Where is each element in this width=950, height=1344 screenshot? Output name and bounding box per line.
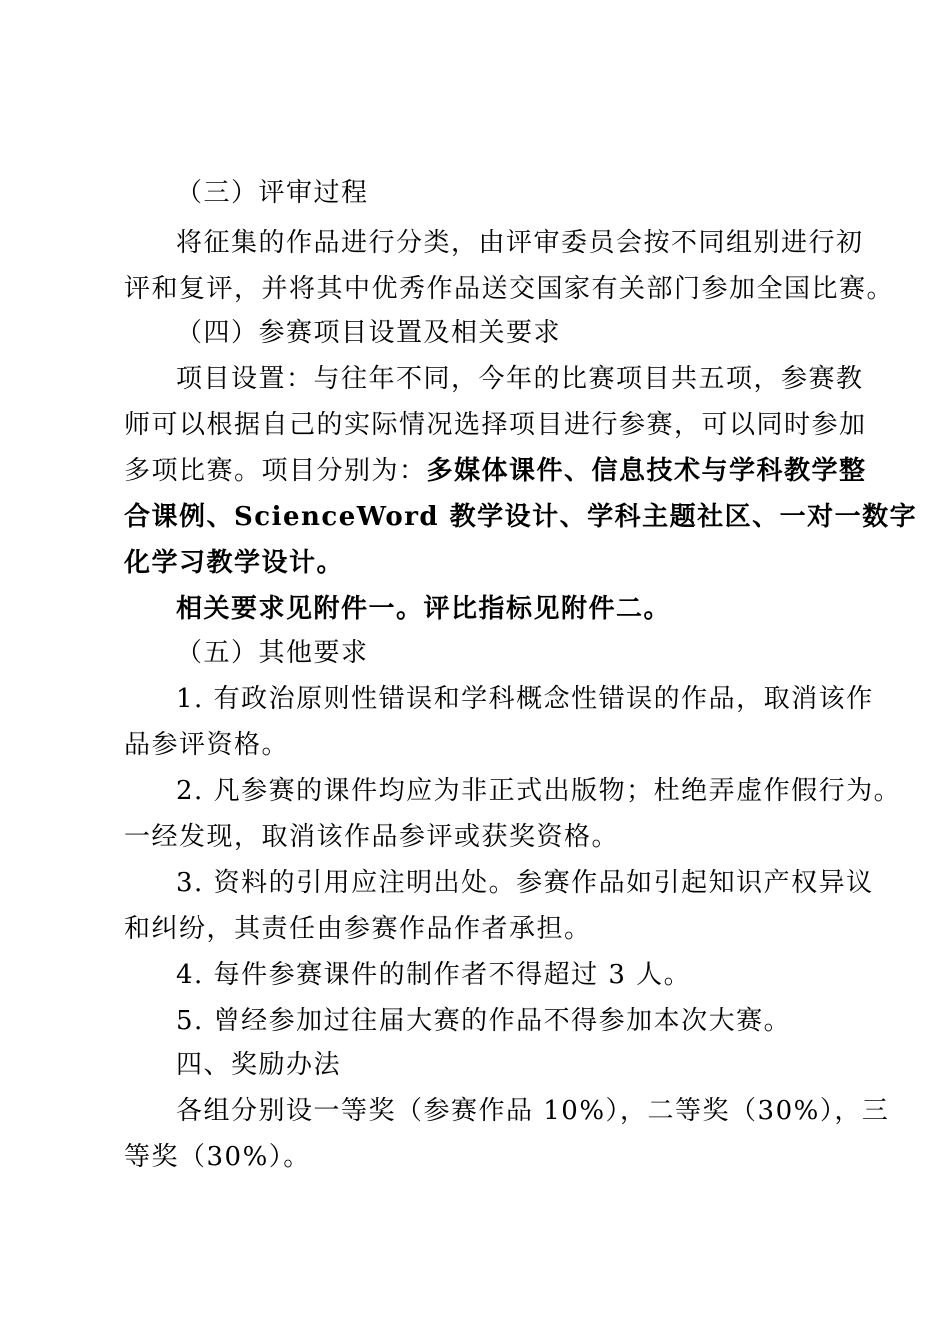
section-heading-other-requirements: （五）其他要求 bbox=[176, 638, 369, 668]
project-list-line: 化学习教学设计。 bbox=[124, 548, 345, 578]
paragraph-line: 项目设置：与往年不同，今年的比赛项目共五项，参赛教 bbox=[176, 364, 864, 394]
requirement-item-3: 3. 资料的引用应注明出处。参赛作品如引起知识产权异议 bbox=[176, 868, 874, 898]
paragraph-line: 师可以根据自己的实际情况选择项目进行参赛，可以同时参加 bbox=[124, 410, 867, 440]
requirement-item-2-cont: 一经发现，取消该作品参评或获奖资格。 bbox=[124, 822, 620, 852]
section-heading-awards: 四、奖励办法 bbox=[176, 1050, 342, 1080]
paragraph-text: 多项比赛。项目分别为： bbox=[124, 456, 427, 486]
paragraph-line bbox=[124, 454, 867, 488]
requirement-item-1-cont: 品参评资格。 bbox=[124, 730, 290, 760]
paragraph-line: 将征集的作品进行分类，由评审委员会按不同组别进行初 bbox=[176, 228, 864, 258]
requirement-item-1: 1. 有政治原则性错误和学科概念性错误的作品，取消该作 bbox=[176, 684, 874, 714]
requirement-item-3-cont: 和纠纷，其责任由参赛作品作者承担。 bbox=[124, 914, 592, 944]
project-list-text: 多媒体课件、信息技术与学科教学整 bbox=[426, 456, 867, 486]
requirement-item-2: 2. 凡参赛的课件均应为非正式出版物；杜绝弄虚作假行为。 bbox=[176, 776, 902, 806]
requirement-item-4: 4. 每件参赛课件的制作者不得超过 3 人。 bbox=[176, 960, 692, 990]
section-heading-project-settings: （四）参赛项目设置及相关要求 bbox=[176, 318, 562, 348]
awards-paragraph-line: 等奖（30%）。 bbox=[124, 1142, 311, 1172]
paragraph-line: 评和复评，并将其中优秀作品送交国家有关部门参加全国比赛。 bbox=[124, 274, 895, 304]
section-heading-review-process: （三）评审过程 bbox=[176, 178, 369, 208]
project-list-line: 合课例、ScienceWord 教学设计、学科主题社区、一对一数字 bbox=[124, 502, 918, 532]
awards-paragraph-line: 各组分别设一等奖（参赛作品 10%），二等奖（30%），三 bbox=[176, 1096, 890, 1126]
requirement-item-5: 5. 曾经参加过往届大赛的作品不得参加本次大赛。 bbox=[176, 1006, 792, 1036]
attachment-note: 相关要求见附件一。评比指标见附件二。 bbox=[176, 594, 672, 624]
